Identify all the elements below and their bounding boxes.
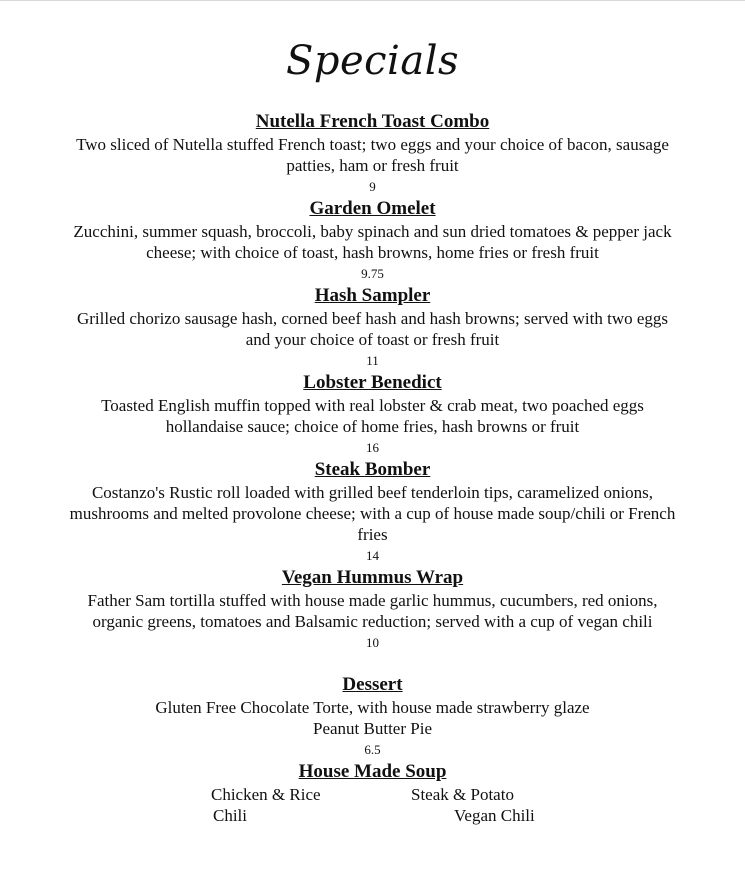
special-price: 10 xyxy=(366,635,379,650)
special-price: 9 xyxy=(369,179,376,194)
special-name: Hash Sampler xyxy=(314,285,431,306)
dessert-price: 6.5 xyxy=(364,742,381,757)
special-name: Garden Omelet xyxy=(309,198,436,219)
special-name: Steak Bomber xyxy=(314,459,431,480)
special-price: 11 xyxy=(366,353,379,368)
menu-title: Specials xyxy=(285,38,460,84)
soup-heading: House Made Soup xyxy=(298,761,447,782)
special-item xyxy=(0,371,745,457)
special-price: 16 xyxy=(366,440,379,455)
special-item xyxy=(0,284,745,370)
menu-content xyxy=(0,110,745,828)
special-description: Zucchini, summer squash, broccoli, baby spinach and sun dried tomatoes & pepper jack cheese; with choice of toast, hash browns, home fries or fresh fruit xyxy=(73,222,672,262)
soup-item: Steak & Potato xyxy=(411,785,514,804)
special-description: Grilled chorizo sausage hash, corned beef hash and hash browns; served with two eggs and your choice of toast or fresh fruit xyxy=(76,309,669,349)
special-item xyxy=(0,110,745,196)
section-spacer xyxy=(0,653,745,673)
special-description: Two sliced of Nutella stuffed French toast; two eggs and your choice of bacon, sausage patties, ham or fresh fruit xyxy=(76,135,669,175)
special-name: Vegan Hummus Wrap xyxy=(281,567,464,588)
special-item xyxy=(0,197,745,283)
special-description: Costanzo's Rustic roll loaded with grilled beef tenderloin tips, caramelized onions, mushrooms and melted provolone cheese; with a cup of house made soup/chili or French fries xyxy=(69,483,676,544)
dessert-heading: Dessert xyxy=(342,674,403,695)
soup-item: Vegan Chili xyxy=(454,806,535,825)
special-name: Nutella French Toast Combo xyxy=(255,111,490,132)
soup-item: Chicken & Rice xyxy=(211,785,321,804)
special-description: Father Sam tortilla stuffed with house made garlic hummus, cucumbers, red onions, organic greens, tomatoes and Balsamic reduction; served with a cup of vegan chili xyxy=(87,591,658,631)
soup-section xyxy=(0,760,745,828)
special-price: 14 xyxy=(366,548,379,563)
special-name: Lobster Benedict xyxy=(303,372,442,393)
dessert-section xyxy=(0,673,745,759)
special-item xyxy=(0,566,745,652)
dessert-item: Gluten Free Chocolate Torte, with house made strawberry glaze xyxy=(155,698,590,717)
soup-item: Chili xyxy=(213,806,248,825)
dessert-item: Peanut Butter Pie xyxy=(313,719,432,738)
special-item xyxy=(0,458,745,565)
special-price: 9.75 xyxy=(361,266,384,281)
special-description: Toasted English muffin topped with real lobster & crab meat, two poached eggs hollandaise sauce; choice of home fries, hash browns or fruit xyxy=(101,396,644,436)
soup-list xyxy=(0,784,745,828)
